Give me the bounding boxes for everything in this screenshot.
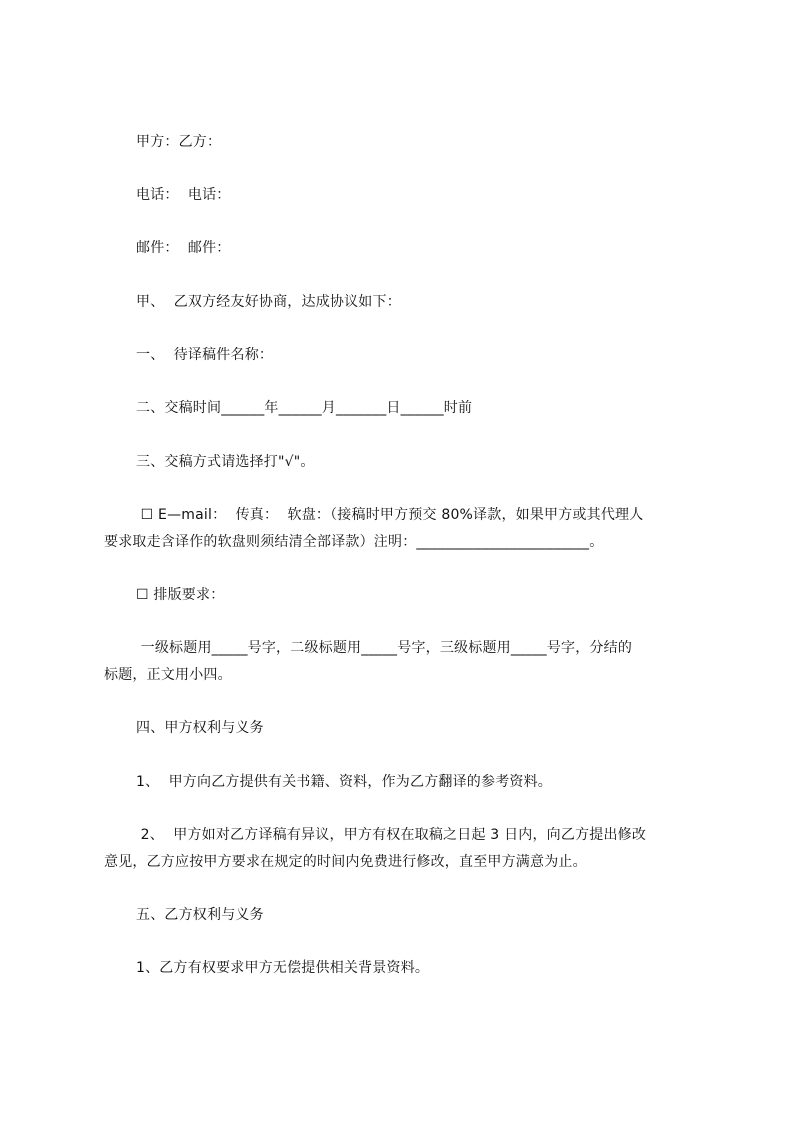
clause-4-title: 四、甲方权利与义务 <box>136 720 264 736</box>
delivery-options-line-1: ☐ E—mail： 传真： 软盘：（接稿时甲方预交 80%译款，如果甲方或其代理人 <box>136 507 644 523</box>
layout-requirements: ☐ 排版要求： <box>136 587 225 603</box>
clause-3-delivery-method: 三、交稿方式请选择打"√"。 <box>136 454 315 470</box>
heading-sizes-line-1: 一级标题用_____号字，二级标题用_____号字，三级标题用_____号字，分结的 <box>136 640 633 656</box>
heading-sizes-line-2: 标题，正文用小四。 <box>104 667 232 683</box>
agreement-intro: 甲、 乙双方经友好协商，达成协议如下： <box>136 294 401 310</box>
email-line: 邮件： 邮件： <box>136 240 231 256</box>
clause-4-item-2-line-2: 意见，乙方应按甲方要求在规定的时间内免费进行修改，直至甲方满意为止。 <box>104 854 587 870</box>
party-names-line: 甲方：乙方： <box>136 134 222 150</box>
clause-2-delivery-time: 二、交稿时间______年______月_______日______时前 <box>136 400 473 416</box>
phone-line: 电话： 电话： <box>136 187 231 203</box>
delivery-options-line-2: 要求取走含译作的软盘则须结清全部译款）注明：________________________。 <box>104 534 604 550</box>
clause-4-item-1: 1、 甲方向乙方提供有关书籍、资料，作为乙方翻译的参考资料。 <box>136 774 553 790</box>
clause-5-item-1: 1、乙方有权要求甲方无偿提供相关背景资料。 <box>136 960 430 976</box>
clause-5-title: 五、乙方权利与义务 <box>136 907 264 923</box>
clause-1-title: 一、 待译稿件名称： <box>136 347 274 363</box>
clause-4-item-2-line-1: 2、 甲方如对乙方译稿有异议，甲方有权在取稿之日起 3 日内，向乙方提出修改 <box>136 827 647 843</box>
